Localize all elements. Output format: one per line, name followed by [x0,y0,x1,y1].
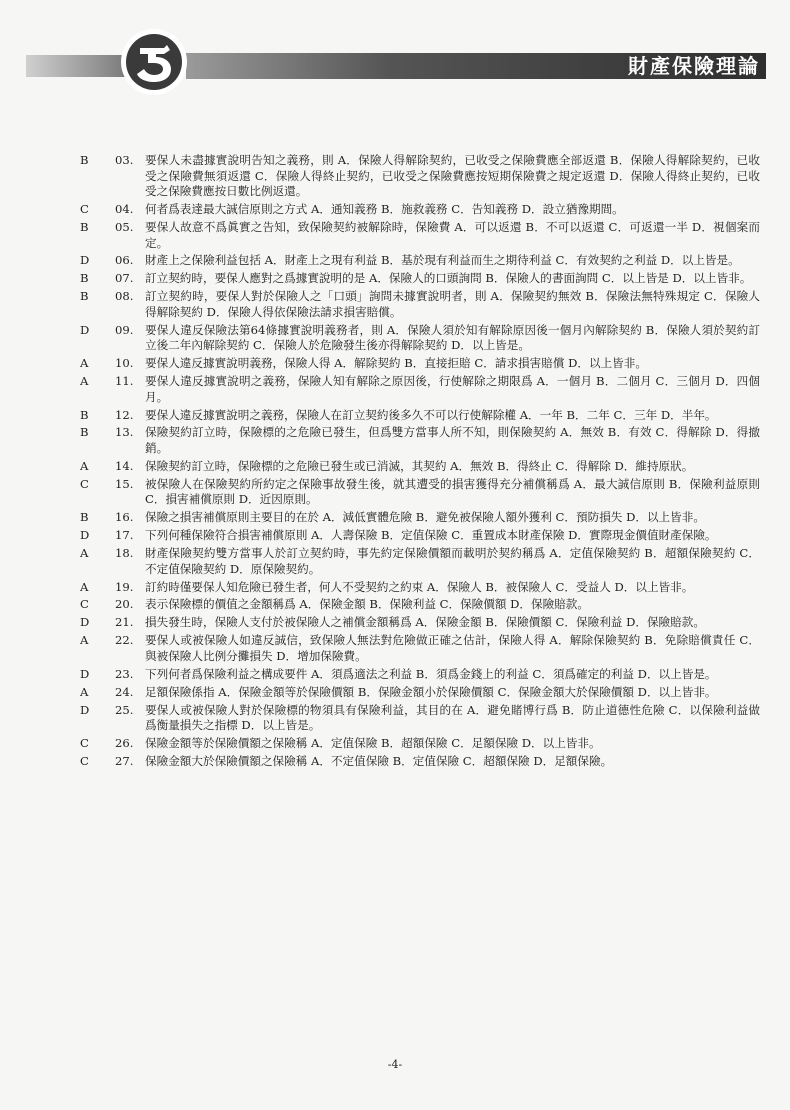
question-item [80,220,760,251]
answer-key: B [80,510,89,525]
question-number: 18. [115,546,134,561]
answer-key: B [80,219,89,234]
question-item [80,374,760,405]
answer-key: C [80,753,89,768]
question-text: 保險契約訂立時，保險標的之危險已發生，但爲雙方當事人所不知，則保險契約 A．無效 B．有效 C．得解除 D．得撤銷。 [145,425,760,456]
question-item [80,580,760,596]
header-band-left [26,55,131,77]
question-text: 要保人故意不爲眞實之告知，致保險契約被解除時，保險費 A．可以返還 B．不可以返還 C．可返還一半 D．視個案而定。 [145,219,760,250]
question-text: 保險之損害補償原則主要目的在於 A．減低實體危險 B．避免被保險人額外獲利 C．預防損失 D．以上皆非。 [145,510,705,525]
question-item [80,356,760,372]
question-number: 20. [115,597,134,612]
question-number: 08. [115,289,134,304]
question-list [80,153,760,772]
question-text: 保險金額大於保險價額之保險稱 A．不定值保險 B．定值保險 C．超額保險 D．足額保險。 [145,753,613,768]
question-text: 表示保險標的價值之金額稱爲 A．保險金額 B．保險利益 C．保險價額 D．保險賠款。 [145,597,589,612]
question-item [80,528,760,544]
question-text: 要保人違反據實說明之義務，保險人知有解除之原因後，行使解除之期限爲 A．一個月 B．二個月 C．三個月 D．四個月。 [145,374,760,404]
answer-key: D [80,702,90,717]
question-number: 06. [115,253,134,268]
question-number: 19. [115,579,134,594]
question-text: 保險契約訂立時，保險標的之危險已發生或已消滅，其契約 A．無效 B．得終止 C．得解除 D．維持原狀。 [145,458,694,473]
question-number: 13. [115,425,134,440]
question-item [80,153,760,200]
question-text: 要保人未盡據實說明告知之義務，則 A．保險人得解除契約，已收受之保險費應全部返還 B．保險人得解除契約，已收受之保險費無須返還 C．保險人得終止契約，已收受之保險費應按短期保險費之規定返還 D．保險人得終止契約，已收受之保險費應按日數比例返還。 [145,153,760,199]
answer-key: D [80,528,90,543]
question-item [80,736,760,752]
answer-key: B [80,289,89,304]
question-text: 要保人或被保險人對於保險標的物須具有保險利益，其目的在 A．避免賭博行爲 B．防止道德性危險 C．以保險利益做爲衡量損失之指標 D．以上皆是。 [145,702,760,733]
question-number: 04. [115,202,134,217]
question-number: 11. [115,374,134,389]
answer-key: B [80,407,89,422]
answer-key: A [80,579,89,594]
question-item [80,323,760,354]
question-number: 03. [115,153,134,167]
question-item [80,685,760,701]
answer-key: B [80,271,89,286]
answer-key: C [80,736,89,751]
answer-key: D [80,615,90,630]
question-number: 22. [115,633,134,648]
question-text: 要保人或被保險人如違反誠信，致保險人無法對危險做正確之估計，保險人得 A．解除保險契約 B．免除賠償責任 C．與被保險人比例分攤損失 D．增加保險費。 [145,633,760,663]
question-number: 05. [115,219,134,234]
question-text: 損失發生時，保險人支付於被保險人之補償金額稱爲 A．保險金額 B．保險價額 C．保險利益 D．保險賠款。 [145,615,705,630]
question-text: 財產上之保險利益包括 A．財產上之現有利益 B．基於現有利益而生之期待利益 C．有效契約之利益 D．以上皆是。 [145,253,740,268]
answer-key: A [80,458,89,473]
answer-key: D [80,322,90,337]
question-item [80,667,760,683]
question-item [80,633,760,664]
answer-key: A [80,374,89,389]
header-title: 財產保險理論 [628,54,760,78]
question-item [80,459,760,475]
question-number: 17. [115,528,134,543]
question-number: 27. [115,753,134,768]
answer-key: A [80,356,89,371]
answer-key: B [80,425,89,440]
question-item [80,289,760,320]
question-number: 23. [115,666,134,681]
page-number: -4- [387,1058,403,1071]
question-text: 訂立契約時，要保人應對之爲據實說明的是 A．保險人的口頭詢問 B．保險人的書面詢問 C．以上皆是 D．以上皆非。 [145,271,752,286]
question-number: 25. [115,702,134,717]
answer-key: D [80,253,90,268]
question-item [80,754,760,770]
question-item [80,253,760,269]
question-number: 07. [115,271,134,286]
question-text: 何者爲表達最大誠信原則之方式 A．通知義務 B．施救義務 C．告知義務 D．設立猶豫期間。 [145,202,624,217]
question-number: 26. [115,736,134,751]
question-text: 訂立契約時，要保人對於保險人之「口頭」詢問未據實說明者，則 A．保險契約無效 B．保險法無特殊規定 C．保險人得解除契約 D．保險人得依保險法請求損害賠償。 [145,289,760,319]
question-text: 下列何種保險符合損害補償原則 A．人壽保險 B．定值保險 C．重置成本財產保險 D．實際現金價值財產保險。 [145,528,717,543]
question-number: 15. [115,476,134,491]
question-text: 被保險人在保險契約所約定之保險事故發生後，就其遭受的損害獲得充分補償稱爲 A．最大誠信原則 B．保險利益原則 C．損害補償原則 D．近因原則。 [145,476,760,507]
question-item [80,408,760,424]
answer-key: D [80,666,90,681]
question-item [80,546,760,577]
question-text: 訂約時僅要保人知危險已發生者，何人不受契約之約束 A．保險人 B．被保險人 C．受益人 D．以上皆非。 [145,579,694,594]
question-item [80,597,760,613]
question-item [80,202,760,218]
answer-key: C [80,476,89,491]
question-number: 16. [115,510,134,525]
question-item [80,271,760,287]
question-text: 要保人違反據實說明義務，保險人得 A．解除契約 B．直接拒賠 C．請求損害賠償 D．以上皆非。 [145,356,647,371]
question-text: 要保人違反據實說明之義務，保險人在訂立契約後多久不可以行使解除權 A．一年 B．二年 C．三年 D．半年。 [145,407,717,422]
question-number: 10. [115,356,134,371]
question-item [80,425,760,456]
question-text: 足額保險係指 A．保險金額等於保險價額 B．保險金額小於保險價額 C．保險金額大於保險價額 D．以上皆非。 [145,684,717,699]
question-text: 下列何者爲保險利益之構成要件 A．須爲適法之利益 B．須爲金錢上的利益 C．須爲確定的利益 D．以上皆是。 [145,666,717,681]
question-text: 保險金額等於保險價額之保險稱 A．定值保險 B．超額保險 C．足額保險 D．以上皆非。 [145,736,601,751]
answer-key: A [80,546,89,561]
answer-key: A [80,684,89,699]
question-number: 09. [115,322,134,337]
question-number: 14. [115,458,134,473]
answer-key: B [80,153,89,167]
question-text: 財產保險契約雙方當事人於訂立契約時，事先約定保險價額而載明於契約稱爲 A．定值保險契約 B．超額保險契約 C．不定值保險契約 D．原保險契約。 [145,546,760,576]
question-item [80,477,760,508]
answer-key: C [80,597,89,612]
answer-key: A [80,633,89,648]
question-item [80,615,760,631]
question-number: 12. [115,407,134,422]
publisher-logo-icon [120,28,188,96]
page-header [0,0,790,115]
question-text: 要保人違反保險法第64條據實說明義務者，則 A．保險人須於知有解除原因後一個月內解除契約 B．保險人須於契約訂立後二年內解除契約 C．保險人於危險發生後亦得解除契約 D．以上皆是。 [145,322,760,353]
answer-key: C [80,202,89,217]
question-item [80,703,760,734]
question-number: 21. [115,615,134,630]
question-item [80,510,760,526]
question-number: 24. [115,684,134,699]
